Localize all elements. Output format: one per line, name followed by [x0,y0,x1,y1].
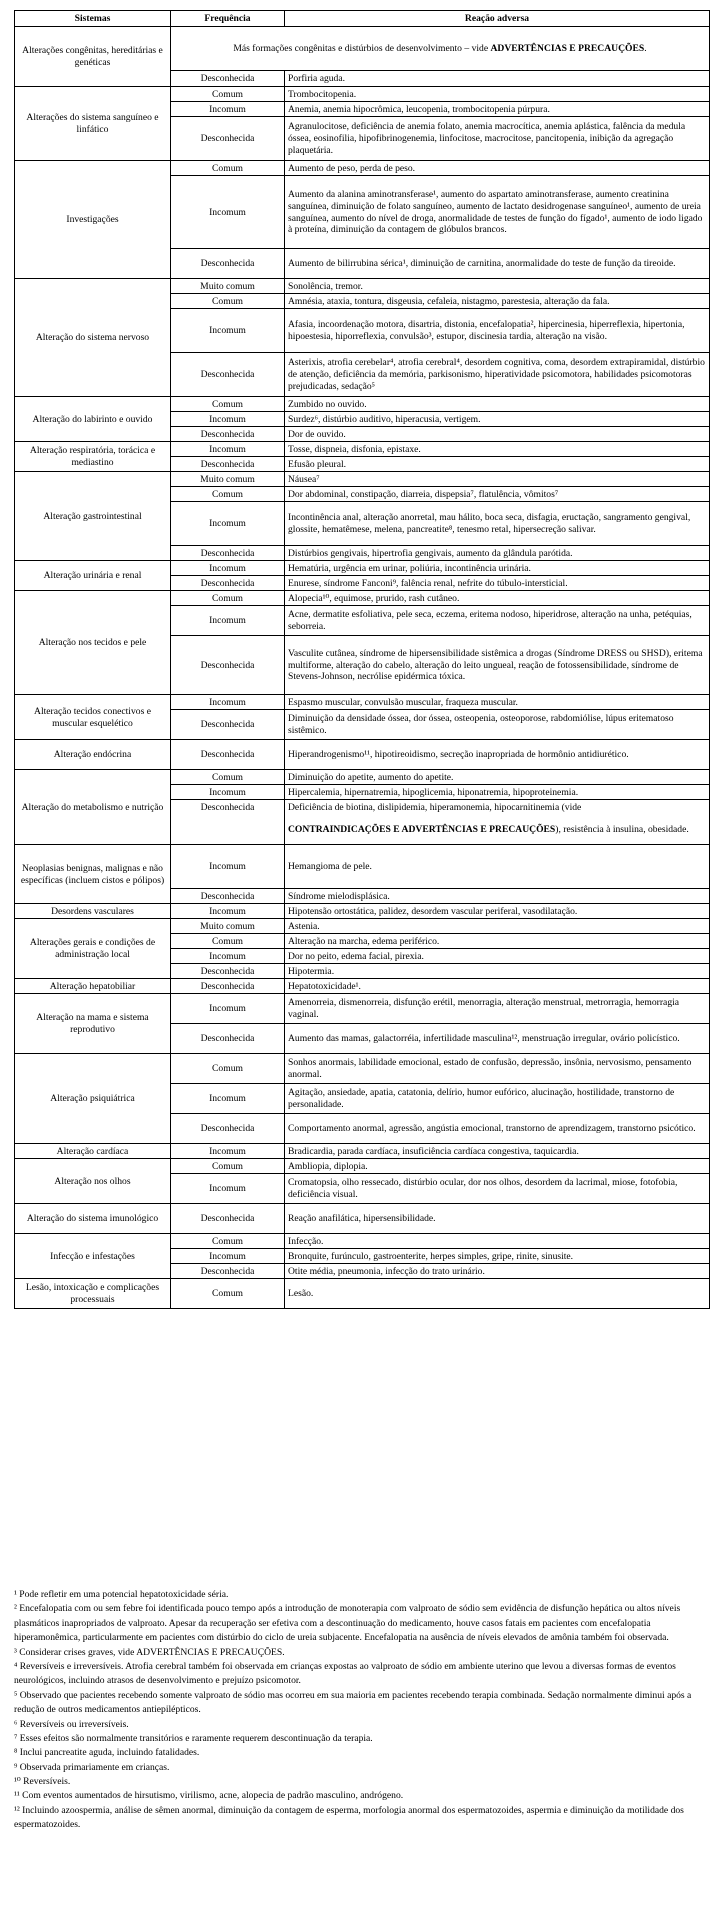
footnote: ⁵ Observado que pacientes recebendo somente valproato de sódio mas ocorreu em sua maioria em pacientes recebendo terapia combinada. Sedação normalmente diminui após a redução de outros medicamentos antiepilépticos. [14,1689,692,1716]
frequency-cell: Incomum [171,606,285,636]
reaction-cell [285,576,710,591]
reaction-cell [285,785,710,800]
reaction-text: Alopecia¹⁰, equimose, prurido, rash cutâneo. [288,592,460,604]
reaction-cell [285,502,710,546]
reaction-cell [285,1114,710,1144]
reaction-text: Más formações congênitas e distúrbios de desenvolvimento – vide [233,43,491,55]
reaction-cell [285,1264,710,1279]
reaction-text: Ambliopia, diplopia. [288,1160,368,1172]
footnote: ¹ Pode refletir em uma potencial hepatotoxicidade séria. [14,1589,229,1600]
frequency-cell: Comum [171,1159,285,1174]
reaction-text: Dor de ouvido. [288,428,346,440]
reaction-cell [285,949,710,964]
reaction-text: Alteração na marcha, edema periférico. [288,935,440,947]
table-row [15,1279,710,1309]
reaction-text: Hipotermia. [288,965,335,977]
reaction-cell [285,117,710,161]
frequency-cell: Comum [171,1054,285,1084]
reaction-cell [285,964,710,979]
frequency-cell: Incomum [171,785,285,800]
reaction-text: Hipercalemia, hipernatremia, hipoglicemia, hiponatremia, hipoproteinemia. [288,786,579,798]
reaction-text: Bronquite, furúnculo, gastroenterite, herpes simples, gripe, rinite, sinusite. [288,1250,574,1262]
frequency-cell: Comum [171,770,285,785]
reaction-cell [285,294,710,309]
reaction-cell [285,934,710,949]
frequency-cell: Incomum [171,561,285,576]
frequency-cell: Incomum [171,1084,285,1114]
reaction-cell [285,309,710,353]
reaction-cell [285,591,710,606]
table-row [15,845,710,889]
reaction-cell [285,176,710,249]
system-cell: Alteração psiquiátrica [15,1054,171,1144]
reaction-cell [285,994,710,1024]
table-row [15,279,710,294]
footnotes [14,1588,709,1833]
system-cell: Alteração endócrina [15,740,171,770]
frequency-cell: Comum [171,591,285,606]
table-row [15,397,710,412]
frequency-cell: Incomum [171,949,285,964]
system-cell: Lesão, intoxicação e complicações processuais [15,1279,171,1309]
reaction-text: Asterixis, atrofia cerebelar⁴, atrofia cerebral⁴, desordem cognitiva, coma, desordem extrapiramidal, distúrbio de atenção, deficiência da memória, parkisonismo, hiperatividade psicomotora, habilidades psicomotoras prejudicadas, sedação⁵ [288,357,705,392]
reaction-text: Aumento das mamas, galactorréia, infertilidade masculina¹², menstruação irregular, ovário policístico. [288,1033,680,1045]
reaction-text: Porfiria aguda. [288,73,346,85]
frequency-cell: Desconhecida [171,427,285,442]
frequency-cell: Incomum [171,442,285,457]
frequency-cell: Muito comum [171,919,285,934]
reaction-cell [285,412,710,427]
frequency-cell: Incomum [171,502,285,546]
footnote: ⁸ Inclui pancreatite aguda, incluindo fatalidades. [14,1747,200,1759]
reaction-cell [285,740,710,770]
reaction-text: Lesão. [288,1288,314,1300]
table-row [15,1204,710,1234]
frequency-cell: Comum [171,161,285,176]
reaction-cell [285,1234,710,1249]
frequency-cell: Desconhecida [171,249,285,279]
frequency-cell: Incomum [171,102,285,117]
system-cell: Alteração tecidos conectivos e muscular esquelético [15,695,171,740]
frequency-cell: Comum [171,487,285,502]
table-row [15,161,710,176]
header-sistemas: Sistemas [15,11,171,27]
frequency-cell: Desconhecida [171,71,285,87]
reaction-cell [285,1024,710,1054]
frequency-cell: Desconhecida [171,889,285,904]
reaction-text: . [644,43,647,55]
frequency-cell: Incomum [171,904,285,919]
system-cell: Investigações [15,161,171,279]
reaction-text: Afasia, incoordenação motora, disartria, distonia, encefalopatia², hipercinesia, hiperreflexia, hipertonia, hipoestesia, hiporreflexia, convulsão³, estupor, discinesia tardia, alteração na visão. [288,319,685,342]
system-cell: Neoplasias benignas, malignas e não específicas (incluem cistos e pólipos) [15,845,171,904]
table-row [15,979,710,994]
reaction-cell [285,1174,710,1204]
reaction-cell [285,442,710,457]
reaction-cell [285,815,710,845]
frequency-cell: Comum [171,87,285,102]
reaction-text: Amenorreia, dismenorreia, disfunção erétil, menorragia, alteração menstrual, metrorragia, hemorragia vaginal. [288,997,680,1020]
reaction-cell [285,1159,710,1174]
reaction-text: Acne, dermatite esfoliativa, pele seca, eczema, eritema nodoso, hiperidrose, alteração na unha, petéquias, seborreia. [288,609,692,632]
reaction-cell [285,279,710,294]
reaction-text: Hipotensão ortostática, palidez, desordem vascular periferal, vasodilatação. [288,905,578,917]
frequency-cell: Desconhecida [171,117,285,161]
frequency-cell: Desconhecida [171,1114,285,1144]
reaction-cell [285,397,710,412]
reaction-cell [285,1204,710,1234]
system-cell: Alteração urinária e renal [15,561,171,591]
system-cell: Infecção e infestações [15,1234,171,1279]
header-reacao: Reação adversa [285,11,710,27]
reaction-text: Surdez⁶, distúrbio auditivo, hiperacusia, vertigem. [288,413,481,425]
system-cell: Alterações gerais e condições de administração local [15,919,171,979]
footnote: ³ Considerar crises graves, vide ADVERTÊNCIAS E PRECAUÇÕES. [14,1646,285,1658]
system-cell: Alterações congênitas, hereditárias e genéticas [15,27,171,87]
table-row [15,1159,710,1174]
frequency-cell: Desconhecida [171,353,285,397]
reaction-text: Hepatotoxicidade¹. [288,980,361,992]
reaction-text: Amnésia, ataxia, tontura, disgeusia, cefaleia, nistagmo, parestesia, alteração da fala. [288,295,610,307]
frequency-cell: Desconhecida [171,546,285,561]
table-row [15,994,710,1024]
frequency-cell: Desconhecida [171,1024,285,1054]
table-row [15,27,710,71]
reaction-text: Dor abdominal, constipação, diarreia, dispepsia⁷, flatulência, vômitos⁷ [288,488,559,500]
frequency-cell: Incomum [171,994,285,1024]
table-row [15,87,710,102]
reaction-text: Sonhos anormais, labilidade emocional, estado de confusão, depressão, insônia, nervosismo, pensamento anormal. [288,1057,692,1080]
table-row [15,1234,710,1249]
reaction-text: Espasmo muscular, convulsão muscular, fraqueza muscular. [288,696,518,708]
reaction-text: Comportamento anormal, agressão, angústia emocional, transtorno de aprendizagem, transtorno psicótico. [288,1123,696,1135]
frequency-cell: Desconhecida [171,1264,285,1279]
frequency-cell: Desconhecida [171,1204,285,1234]
table-row [15,919,710,934]
reaction-text: Aumento de bilirrubina sérica¹, diminuição de carnitina, anormalidade do teste de função da tireoide. [288,258,676,270]
frequency-cell: Incomum [171,309,285,353]
reaction-text: Efusão pleural. [288,458,347,470]
frequency-cell: Incomum [171,412,285,427]
reaction-text: Aumento de peso, perda de peso. [288,162,416,174]
frequency-cell: Incomum [171,845,285,889]
system-cell: Alteração na mama e sistema reprodutivo [15,994,171,1054]
reaction-cell [285,636,710,695]
reaction-cell [285,904,710,919]
reaction-text: ), resistência à insulina, obesidade. [555,823,689,835]
frequency-cell: Incomum [171,695,285,710]
footnote: ¹² Incluindo azoospermia, análise de sêmen anormal, diminuição da contagem de esperma, morfologia anormal dos espermatozoides, aspermia e diminuição da motilidade dos espermatozoides. [14,1804,684,1831]
footnote: ¹⁰ Reversíveis. [14,1776,71,1788]
reaction-text: Tosse, dispneia, disfonia, epistaxe. [288,443,421,455]
reaction-cell [171,27,710,71]
reaction-cell [285,561,710,576]
frequency-cell: Desconhecida [171,636,285,695]
reaction-cell [285,427,710,442]
table-row [15,904,710,919]
frequency-cell [171,815,285,845]
footnote: ⁶ Reversíveis ou irreversíveis. [14,1718,129,1730]
system-cell: Alteração do sistema imunológico [15,1204,171,1234]
reaction-text: Agitação, ansiedade, apatia, catatonia, delírio, humor eufórico, alucinação, hostilidade, transtorno de personalidade. [288,1087,675,1110]
reaction-text: Anemia, anemia hipocrômica, leucopenia, trombocitopenia púrpura. [288,103,550,115]
reaction-text: Enurese, síndrome Fanconi⁹, falência renal, nefrite do túbulo-intersticial. [288,577,568,589]
frequency-cell: Desconhecida [171,576,285,591]
system-cell: Alteração respiratória, torácica e mediastino [15,442,171,472]
frequency-cell: Incomum [171,1144,285,1159]
footnote: ² Encefalopatia com ou sem febre foi identificada pouco tempo após a introdução de monoterapia com valproato de sódio sem evidência de disfunção hepática ou altos níveis plasmáticos inapropriados de valproato. Apesar da recuperação ser efetiva com a descontinuação do medicamento, houve casos fatais em pacientes com encefalopatia hiperamonêmica, particularmente em pacientes com distúrbio do ciclo de ureia subjacente. Encefalopatia na ausência de níveis elevados de amônia também foi observada. [14,1603,681,1644]
system-cell: Desordens vasculares [15,904,171,919]
frequency-cell: Muito comum [171,279,285,294]
reaction-text: Trombocitopenia. [288,88,357,100]
table-row [15,472,710,487]
frequency-cell: Desconhecida [171,710,285,740]
reaction-cell [285,1054,710,1084]
reaction-cell [285,161,710,176]
frequency-cell: Comum [171,294,285,309]
table-row [15,1144,710,1159]
reaction-text: Dor no peito, edema facial, pirexia. [288,950,424,962]
frequency-cell: Desconhecida [171,457,285,472]
reaction-cell [285,710,710,740]
system-cell: Alteração do labirinto e ouvido [15,397,171,442]
system-cell: Alteração nos olhos [15,1159,171,1204]
frequency-cell: Comum [171,934,285,949]
table-row [15,695,710,710]
reaction-text: Sonolência, tremor. [288,280,363,292]
footnote: ¹¹ Com eventos aumentados de hirsutismo, virilismo, acne, alopecia de padrão masculino, andrógeno. [14,1790,404,1802]
reaction-cell [285,87,710,102]
footnote: ⁴ Reversíveis e irreversíveis. Atrofia cerebral também foi observada em crianças expostas ao valproato de sódio em ambiente uterino que levou a diversas formas de eventos neurológicos, incluindo atrasos de desenvolvimento e prejuízo psicomotor. [14,1660,676,1687]
reaction-text: Bradicardia, parada cardíaca, insuficiência cardíaca congestiva, taquicardia. [288,1145,579,1157]
header-frequencia: Frequência [171,11,285,27]
reaction-text: Náusea⁷ [288,473,320,485]
frequency-cell: Incomum [171,176,285,249]
bold-reference: CONTRAINDICAÇÕES E ADVERTÊNCIAS E PRECAUÇÕES [288,823,556,835]
table-row [15,1054,710,1084]
reaction-cell [285,1279,710,1309]
adverse-reactions-table [14,10,710,1309]
table-header-row [15,11,710,27]
frequency-cell: Desconhecida [171,800,285,815]
reaction-text: Cromatopsia, olho ressecado, distúrbio ocular, dor nos olhos, desordem da lacrimal, miose, fotofobia, deficiência visual. [288,1177,678,1200]
reaction-text: Infecção. [288,1235,324,1247]
system-cell: Alterações do sistema sanguíneo e linfático [15,87,171,161]
system-cell: Alteração nos tecidos e pele [15,591,171,695]
reaction-text: Agranulocitose, deficiência de anemia folato, anemia macrocítica, anemia aplástica, falência da medula óssea, eosinofilia, hipofibrinogenemia, linfocitose, macrocitose, pancitopenia, inibição da agregação plaquetária. [288,121,686,156]
table-row [15,740,710,770]
reaction-cell [285,71,710,87]
footnote: ⁹ Observada primariamente em crianças. [14,1761,170,1773]
reaction-text: Incontinência anal, alteração anorretal, mau hálito, boca seca, disfagia, eructação, sangramento gengival, glossite, hematêmese, melena, pancreatite⁸, tenesmo retal, hipersecreção salivar. [288,512,691,535]
frequency-cell: Comum [171,1279,285,1309]
reaction-text: Hiperandrogenismo¹¹, hipotireoidismo, secreção inapropriada de hormônio antidiurético. [288,749,629,761]
reaction-cell [285,606,710,636]
frequency-cell: Incomum [171,1249,285,1264]
reaction-text: Vasculite cutânea, síndrome de hipersensibilidade sistêmica a drogas (Síndrome DRESS ou SHSD), eritema multiforme, alteração do cabelo, alteração do leito ungueal, reação de fotossensibilidade, síndrome de Stevens-Johnson, necrólise epidérmica tóxica. [288,647,703,683]
reaction-text: Zumbido no ouvido. [288,398,367,410]
table-row [15,561,710,576]
reaction-cell [285,353,710,397]
reaction-text: Aumento da alanina aminotransferase¹, aumento do aspartato aminotransferase, aumento creatinina sanguínea, diminuição de folato sanguíneo, aumento de lactato desidrogenase sanguíneo¹, aumento de ureia sanguínea, aumento do nível de droga, anormalidade de testes de função do fígado¹, aumento de iodo ligado à proteína, diminuição da contagem de glóbulos brancos. [288,189,703,236]
reaction-cell [285,1249,710,1264]
reaction-cell [285,800,710,815]
table-row [15,442,710,457]
table-row [15,591,710,606]
frequency-cell: Comum [171,1234,285,1249]
reaction-cell [285,889,710,904]
reaction-text: Distúrbios gengivais, hipertrofia gengivais, aumento da glândula parótida. [288,547,573,559]
reaction-text: Hematúria, urgência em urinar, poliúria, incontinência urinária. [288,562,531,574]
footnote: ⁷ Esses efeitos são normalmente transitórios e raramente requerem descontinuação da terapia. [14,1732,373,1744]
system-cell: Alteração do sistema nervoso [15,279,171,397]
reaction-text: Diminuição da densidade óssea, dor óssea, osteopenia, osteoporose, rabdomiólise, lúpus eritematoso sistêmico. [288,713,674,736]
system-cell: Alteração do metabolismo e nutrição [15,770,171,845]
system-cell: Alteração gastrointestinal [15,472,171,561]
frequency-cell: Incomum [171,1174,285,1204]
frequency-cell: Desconhecida [171,979,285,994]
reaction-cell [285,695,710,710]
reaction-cell [285,1144,710,1159]
table-row [15,770,710,785]
reaction-text: Deficiência de biotina, dislipidemia, hiperamonemia, hipocarnitinemia (vide [288,801,582,813]
reaction-text: Diminuição do apetite, aumento do apetite. [288,771,454,783]
reaction-cell [285,770,710,785]
reaction-cell [285,1084,710,1114]
reaction-cell [285,472,710,487]
system-cell: Alteração hepatobiliar [15,979,171,994]
reaction-text: Hemangioma de pele. [288,861,372,873]
table-body [15,27,710,1309]
system-cell: Alteração cardíaca [15,1144,171,1159]
reaction-cell [285,102,710,117]
frequency-cell: Comum [171,397,285,412]
reaction-cell [285,919,710,934]
bold-reference: ADVERTÊNCIAS E PRECAUÇÕES [490,43,645,55]
reaction-text: Síndrome mielodisplásica. [288,890,390,902]
frequency-cell: Desconhecida [171,740,285,770]
reaction-cell [285,457,710,472]
reaction-cell [285,487,710,502]
reaction-text: Astenia. [288,920,320,932]
reaction-cell [285,249,710,279]
reaction-text: Otite média, pneumonia, infecção do trato urinário. [288,1265,485,1277]
frequency-cell: Desconhecida [171,964,285,979]
reaction-cell [285,845,710,889]
reaction-text: Reação anafilática, hipersensibilidade. [288,1213,436,1225]
reaction-cell [285,979,710,994]
reaction-cell [285,546,710,561]
frequency-cell: Muito comum [171,472,285,487]
